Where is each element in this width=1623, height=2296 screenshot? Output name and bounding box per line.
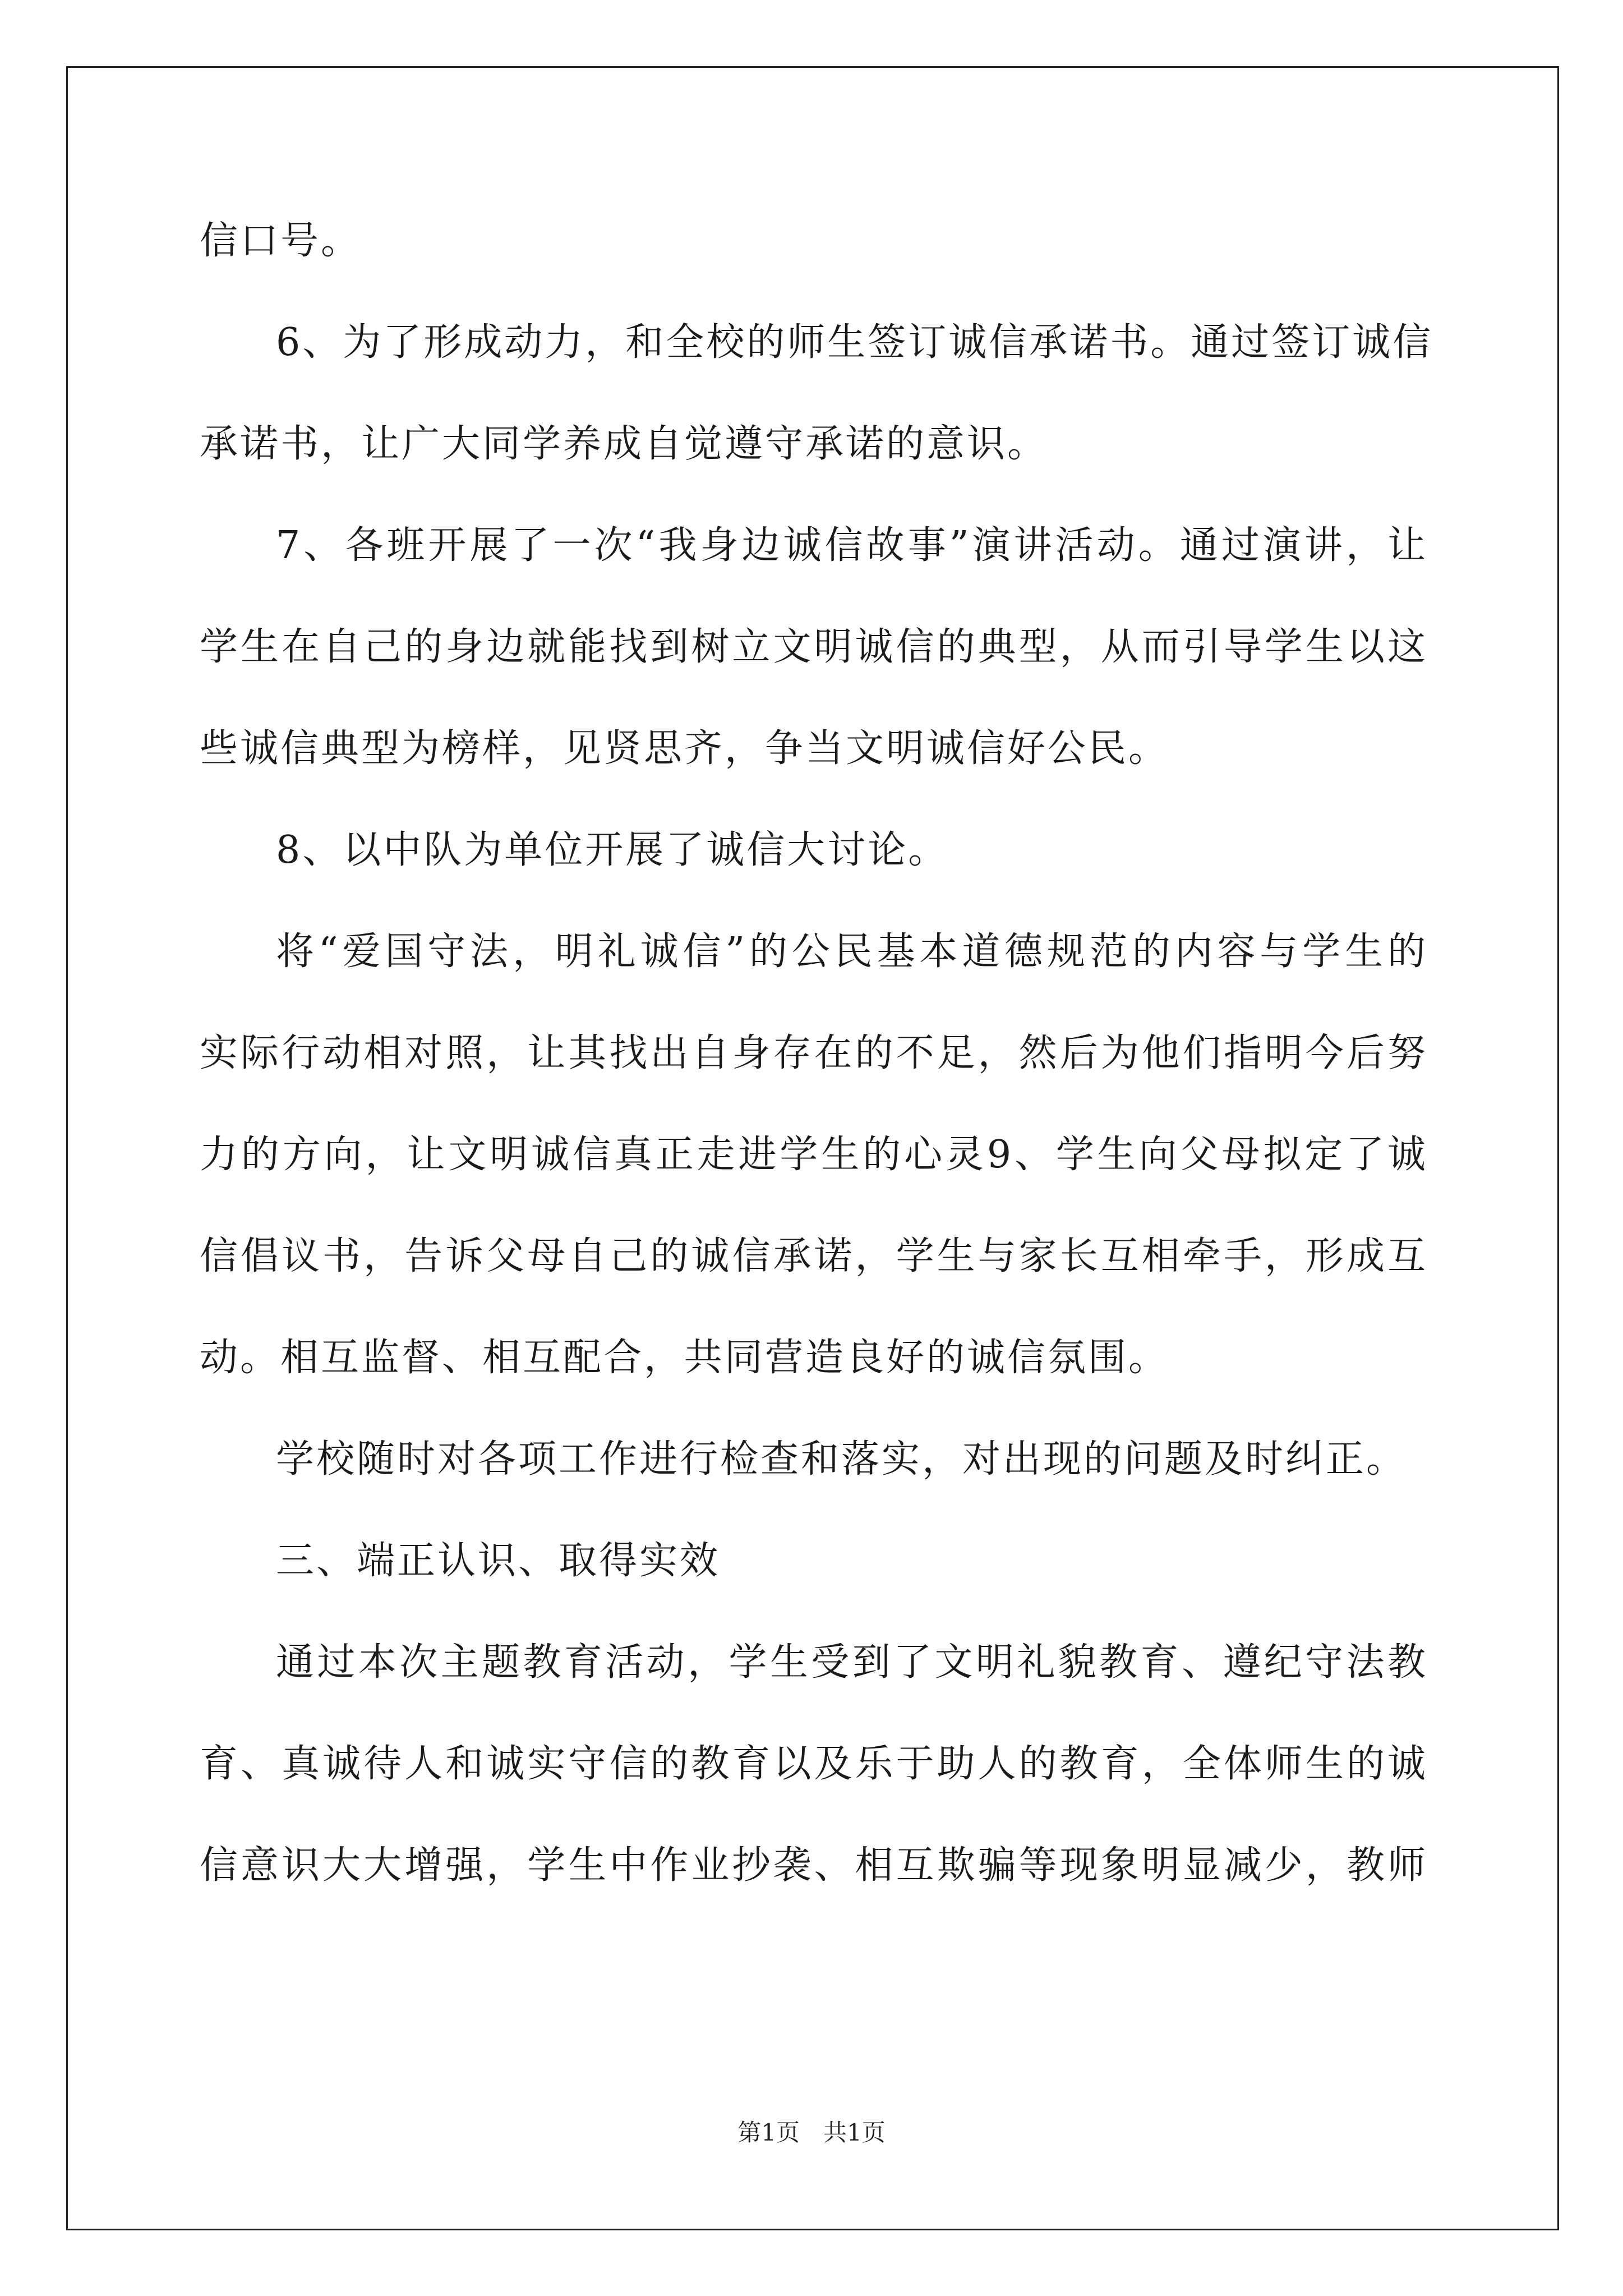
page-number-footer: 第1页 共1页 bbox=[737, 2119, 886, 2146]
text-line: 信倡议书，告诉父母自己的诚信承诺，学生与家长互相牵手，形成互 bbox=[200, 1234, 1428, 1278]
paragraph-line: 6、为了形成动力，和全校的师生签订诚信承诺书。通过签订诚信 bbox=[276, 320, 1433, 365]
paragraph-line: 将“爱国守法，明礼诚信”的公民基本道德规范的内容与学生的 bbox=[276, 930, 1428, 974]
text-line: 实际行动相对照，让其找出自身存在的不足，然后为他们指明今后努 bbox=[200, 1031, 1428, 1075]
paragraph-line: 7、各班开展了一次“我身边诚信故事”演讲活动。通过演讲，让 bbox=[276, 523, 1428, 568]
section-heading: 三、端正认识、取得实效 bbox=[276, 1539, 721, 1583]
text-line: 些诚信典型为榜样，见贤思齐，争当文明诚信好公民。 bbox=[200, 726, 1169, 771]
text-line: 动。相互监督、相互配合，共同营造良好的诚信氛围。 bbox=[200, 1336, 1169, 1380]
text-line: 信意识大大增强，学生中作业抄袭、相互欺骗等现象明显减少，教师 bbox=[200, 1843, 1428, 1888]
text-line: 承诺书，让广大同学养成自觉遵守承诺的意识。 bbox=[200, 422, 1048, 466]
text-line: 育、真诚待人和诚实守信的教育以及乐于助人的教育，全体师生的诚 bbox=[200, 1742, 1428, 1786]
text-line: 学生在自己的身边就能找到树立文明诚信的典型，从而引导学生以这 bbox=[200, 625, 1428, 669]
text-line: 信口号。 bbox=[200, 219, 362, 263]
paragraph-line: 学校随时对各项工作进行检查和落实，对出现的问题及时纠正。 bbox=[276, 1437, 1407, 1481]
paragraph-line: 通过本次主题教育活动，学生受到了文明礼貌教育、遵纪守法教 bbox=[276, 1640, 1428, 1685]
text-line: 力的方向，让文明诚信真正走进学生的心灵9、学生向父母拟定了诚 bbox=[200, 1133, 1428, 1177]
paragraph-line: 8、以中队为单位开展了诚信大讨论。 bbox=[276, 828, 949, 872]
